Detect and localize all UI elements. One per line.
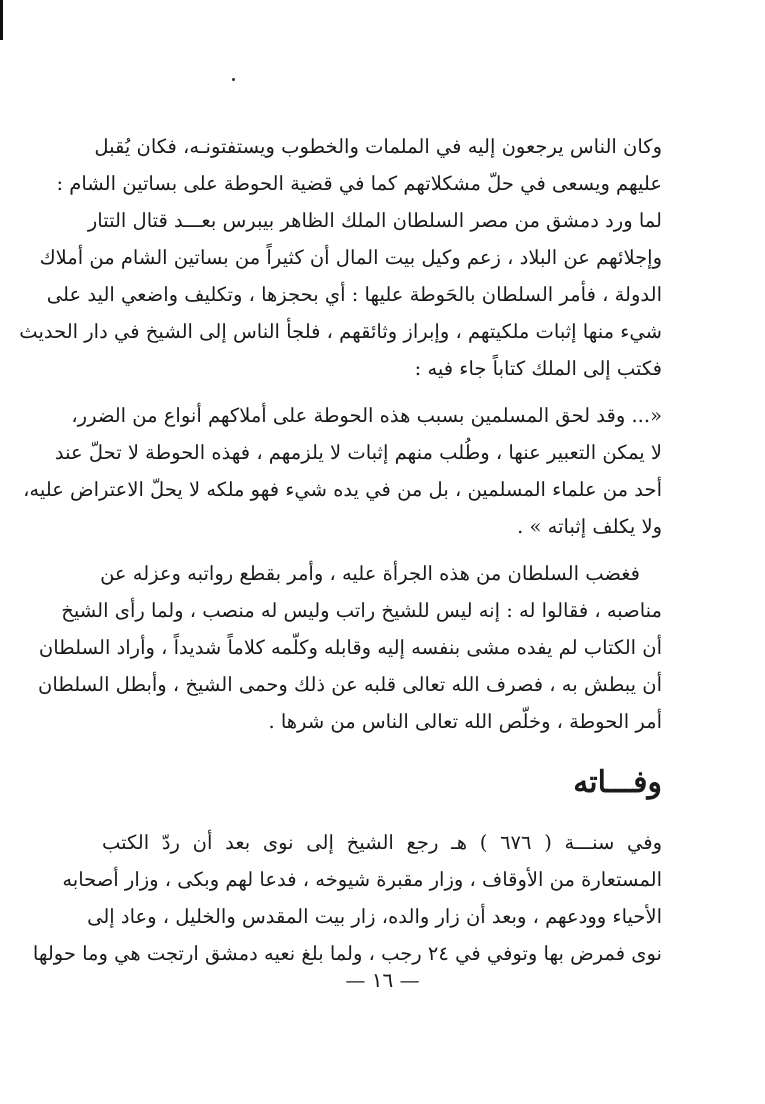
text-line: أحد من علماء المسلمين ، بل من في يده شيء فهو ملكه لا يحلّ الاعتراض عليه،	[23, 478, 662, 501]
scan-edge-mark	[0, 0, 3, 40]
text-line: شيء منها إثبات ملكيتهم ، وإبراز وثائقهم ، فلجأ الناس إلى الشيخ في دار الحديث	[19, 320, 662, 343]
page-body	[19, 128, 662, 740]
page-number: — ١٦ —	[345, 968, 420, 992]
text-line: نوى فمرض بها وتوفي في ٢٤ رجب ، ولما بلغ نعيه دمشق ارتجت هي وما حولها	[32, 942, 662, 965]
text-line: عليهم ويسعى في حلّ مشكلاتهم كما في قضية الحوطة على بساتين الشام :	[56, 172, 662, 195]
section-heading: وفـــاته	[573, 765, 662, 800]
text-line: أن الكتاب لم يفده مشى بنفسه إليه وقابله وكلّمه كلاماً شديداً ، وأراد السلطان	[38, 636, 662, 659]
paragraph-death	[32, 824, 663, 972]
quoted-letter	[23, 397, 662, 545]
text-line: المستعارة من الأوقاف ، وزار مقبرة شيوخه ، فدعا لهم وبكى ، وزار أصحابه	[62, 868, 662, 891]
text-line: لا يمكن التعبير عنها ، وطُلب منهم إثبات لا يلزمهم ، فهذه الحوطة لا تحلّ عند	[54, 441, 662, 464]
text-line: فكتب إلى الملك كتاباً جاء فيه :	[414, 357, 662, 380]
text-line: الدولة ، فأمر السلطان بالحَوطة عليها : أي بحجزها ، وتكليف واضعي اليد على	[46, 283, 662, 306]
scan-dot-mark	[232, 78, 235, 81]
text-line: الأحياء وودعهم ، وبعد أن زار والده، زار بيت المقدس والخليل ، وعاد إلى	[87, 905, 662, 928]
text-line: أمر الحوطة ، وخلّص الله تعالى الناس من شرها .	[268, 710, 662, 733]
text-line: فغضب السلطان من هذه الجرأة عليه ، وأمر بقطع رواتبه وعزله عن	[100, 562, 640, 585]
text-line: «... وقد لحق المسلمين بسبب هذه الحوطة على أملاكهم أنواع من الضرر،	[71, 404, 662, 427]
paragraph-outcome	[38, 555, 662, 740]
text-line: وفي سنـــة ( ٦٧٦ ) هـ رجع الشيخ إلى نوى بعد أن ردّ الكتب	[102, 831, 663, 854]
paragraph-intro	[56, 128, 662, 202]
text-line: لما ورد دمشق من مصر السلطان الملك الظاهر بيبرس بعـــد قتال التتار	[87, 209, 662, 232]
text-line: وكان الناس يرجعون إليه في الملمات والخطوب ويستفتونـه، فكان يُقبل	[94, 135, 662, 158]
text-line: مناصبه ، فقالوا له : إنه ليس للشيخ راتب وليس له منصب ، ولما رأى الشيخ	[61, 599, 662, 622]
text-line: وإجلائهم عن البلاد ، زعم وكيل بيت المال أن كثيراً من بساتين الشام من أملاك	[39, 246, 662, 269]
text-line: ولا يكلف إثباته » .	[517, 515, 662, 538]
paragraph-story	[19, 202, 662, 387]
text-line: أن يبطش به ، فصرف الله تعالى قلبه عن ذلك وحمى الشيخ ، وأبطل السلطان	[38, 673, 662, 696]
